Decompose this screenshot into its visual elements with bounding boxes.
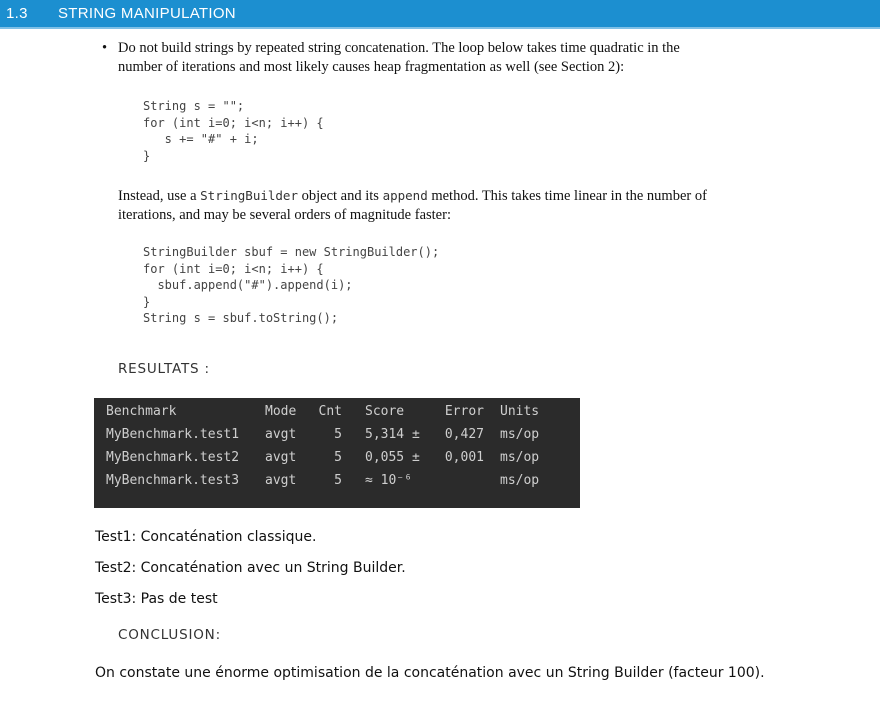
header-cnt: Cnt [318,404,342,419]
inline-code-stringbuilder: StringBuilder [200,188,298,203]
inline-code-append: append [382,188,428,203]
header-score: Score [365,404,405,419]
test-description: Test3: Pas de test [95,591,218,607]
code-block-concatenation: String s = ""; for (int i=0; i<n; i++) { s += "#" + i; } [143,99,324,163]
header-error: Error [444,404,484,419]
para-text-mid: object and its [297,188,383,204]
row-cnt: 5 [334,473,342,488]
row-cnt: 5 [334,427,342,442]
benchmark-row [94,427,580,450]
conclusion-heading: CONCLUSION: [118,627,221,643]
para-text-pre: Instead, use a [118,188,201,204]
row-mode: avgt [265,450,297,465]
row-score: 5,314 ± [365,427,420,442]
section-header [0,0,880,27]
row-score: ≈ 10⁻⁶ [365,473,412,488]
bullet-text: Do not build strings by repeated string concatenation. The loop below takes time quadratic in the number of iterations and most likely causes heap fragmentation as well (see Section 2): [118,40,680,75]
stringbuilder-paragraph [118,186,718,225]
benchmark-row [94,450,580,473]
header-units: Units [500,404,540,419]
para-text-post: method. This takes time linear in the number of iterations, and may be several orders of magnitude faster: [118,188,707,223]
row-name: MyBenchmark.test3 [106,473,240,488]
header-mode: Mode [265,404,297,419]
code-block-stringbuilder: StringBuilder sbuf = new StringBuilder(); for (int i=0; i<n; i++) { sbuf.append("#").append(i); } String s = sbuf.toString(); [143,245,440,325]
conclusion-text: On constate une énorme optimisation de la concaténation avec un String Builder (facteur 100). [95,665,765,681]
benchmark-row [94,473,580,496]
row-mode: avgt [265,427,297,442]
benchmark-table [94,398,580,508]
section-number: 1.3 [6,5,28,22]
header-benchmark: Benchmark [106,404,177,419]
row-error: 0,001 [444,450,484,465]
row-name: MyBenchmark.test1 [106,427,240,442]
bullet-dot: • [102,40,108,56]
test-description: Test2: Concaténation avec un String Builder. [95,560,406,576]
row-cnt: 5 [334,450,342,465]
benchmark-header-row [94,404,580,427]
row-units: ms/op [500,450,540,465]
results-heading: RESULTATS : [118,361,210,377]
header-rule [0,27,880,29]
test-description: Test1: Concaténation classique. [95,529,317,545]
row-units: ms/op [500,427,540,442]
row-name: MyBenchmark.test2 [106,450,240,465]
row-score: 0,055 ± [365,450,420,465]
row-mode: avgt [265,473,297,488]
row-error: 0,427 [444,427,484,442]
row-units: ms/op [500,473,540,488]
section-title: STRING MANIPULATION [58,5,236,22]
